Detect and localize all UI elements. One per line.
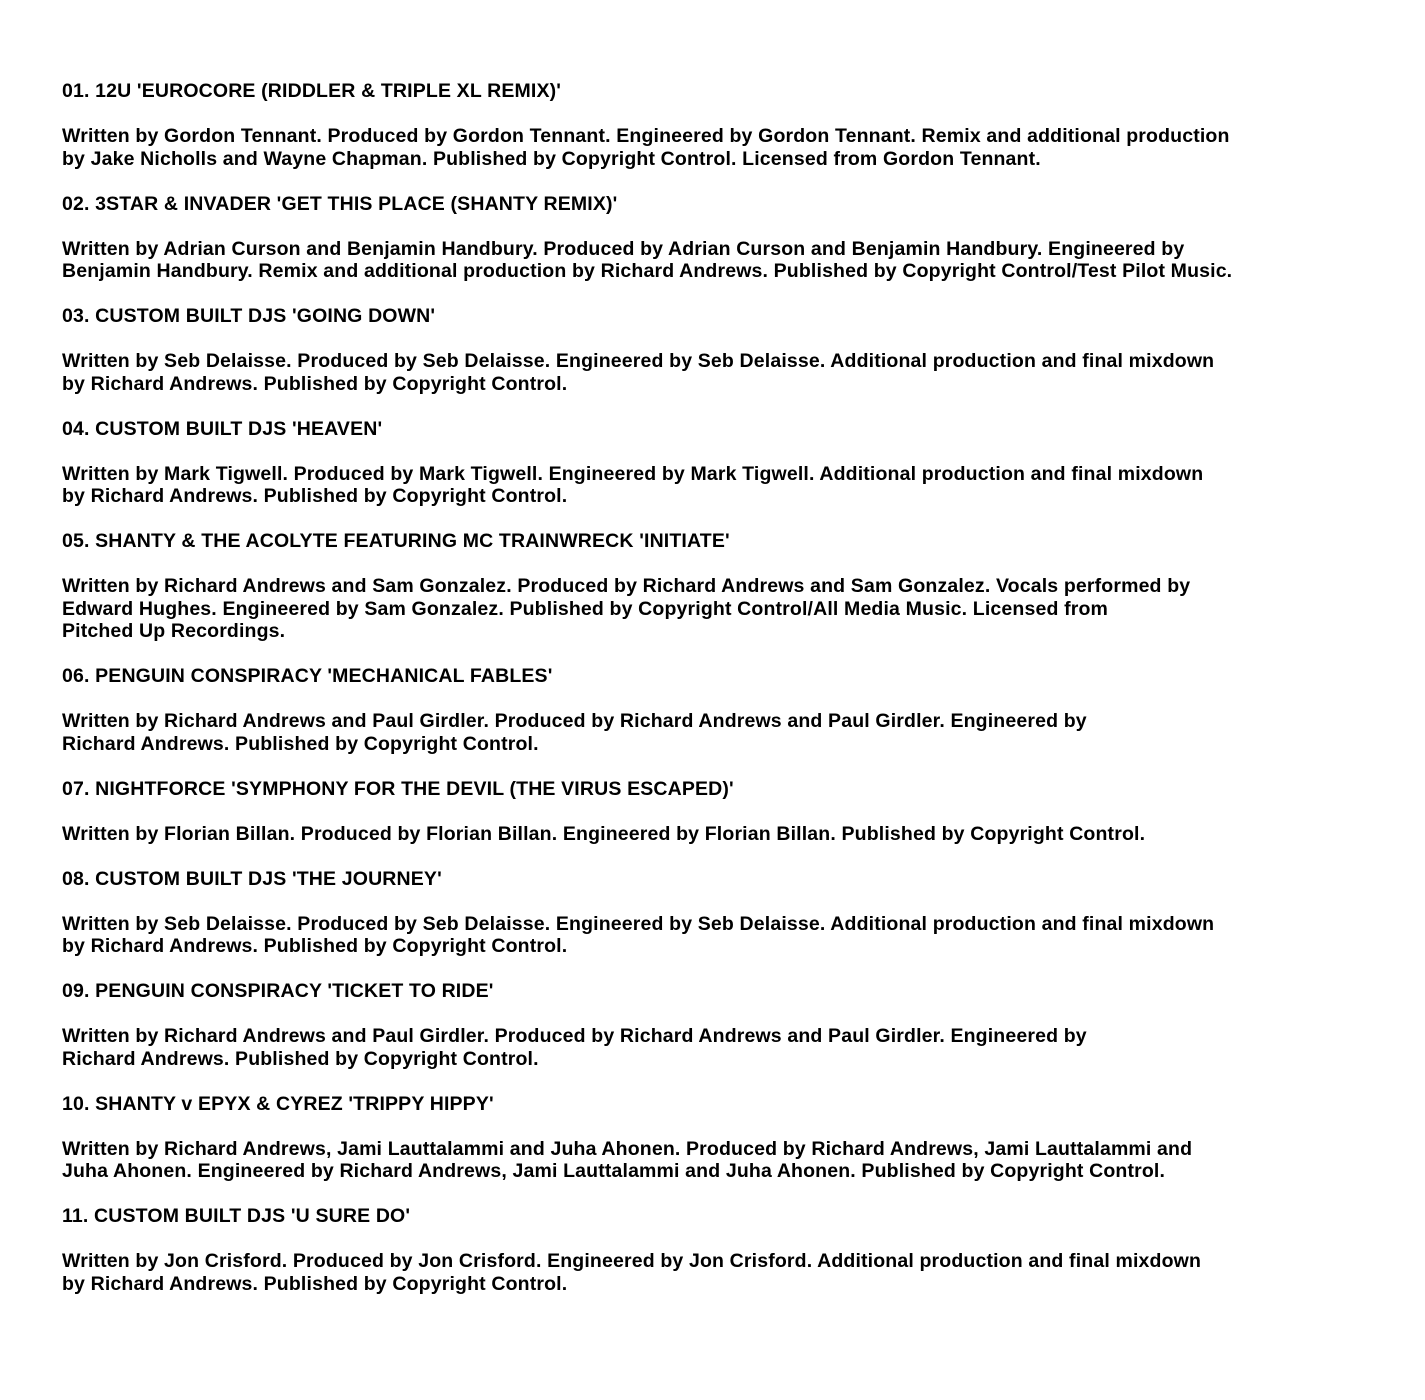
track-06: [62, 665, 1402, 755]
track-credit-text: [62, 1138, 1402, 1183]
credit-line: Written by Richard Andrews, Jami Lauttalammi and Juha Ahonen. Produced by Richard Andrews, Jami Lauttalammi and: [62, 1137, 1193, 1160]
track-credit-text: [62, 125, 1402, 170]
track-04: [62, 418, 1402, 508]
track-title: 05. SHANTY & THE ACOLYTE FEATURING MC TRAINWRECK 'INITIATE': [62, 530, 730, 552]
track-credit-text: [62, 238, 1402, 283]
credit-line: Written by Jon Crisford. Produced by Jon Crisford. Engineered by Jon Crisford. Additional production and final mixdown: [62, 1250, 1202, 1272]
track-title: 09. PENGUIN CONSPIRACY 'TICKET TO RIDE': [62, 980, 494, 1002]
credit-line: Richard Andrews. Published by Copyright Control.: [62, 732, 539, 755]
credit-line: Written by Gordon Tennant. Produced by Gordon Tennant. Engineered by Gordon Tennant. Remix and additional production: [62, 125, 1230, 147]
credit-line: Pitched Up Recordings.: [62, 620, 286, 642]
credit-line: Richard Andrews. Published by Copyright Control.: [62, 1047, 539, 1070]
credit-line: Written by Seb Delaisse. Produced by Seb Delaisse. Engineered by Seb Delaisse. Additional production and final mixdown: [62, 350, 1215, 372]
track-07: [62, 778, 1402, 846]
track-title: 10. SHANTY v EPYX & CYREZ 'TRIPPY HIPPY': [62, 1092, 494, 1115]
track-credit-text: [62, 913, 1402, 958]
track-09: [62, 980, 1402, 1070]
track-title: 06. PENGUIN CONSPIRACY 'MECHANICAL FABLES': [62, 665, 553, 687]
track-10: [62, 1093, 1402, 1183]
track-credit-text: [62, 823, 1402, 846]
track-08: [62, 868, 1402, 958]
track-title: 03. CUSTOM BUILT DJS 'GOING DOWN': [62, 305, 436, 327]
track-credit-text: [62, 1250, 1402, 1295]
track-title: 11. CUSTOM BUILT DJS 'U SURE DO': [62, 1205, 411, 1227]
track-11: [62, 1205, 1402, 1295]
track-credits-list: [62, 80, 1402, 1318]
credit-line: by Richard Andrews. Published by Copyright Control.: [62, 1272, 568, 1295]
credit-line: Written by Richard Andrews and Paul Girdler. Produced by Richard Andrews and Paul Girdler. Engineered by: [62, 1025, 1087, 1047]
credit-line: Juha Ahonen. Engineered by Richard Andrews, Jami Lauttalammi and Juha Ahonen. Published by Copyright Control.: [62, 1160, 1166, 1182]
track-05: [62, 530, 1402, 643]
credit-line: Edward Hughes. Engineered by Sam Gonzalez. Published by Copyright Control/All Media Music. Licensed from: [62, 597, 1109, 620]
track-credit-text: [62, 463, 1402, 508]
credit-line: Written by Mark Tigwell. Produced by Mark Tigwell. Engineered by Mark Tigwell. Additional production and final mixdown: [62, 462, 1204, 485]
track-credit-text: [62, 350, 1402, 395]
credit-line: Written by Adrian Curson and Benjamin Handbury. Produced by Adrian Curson and Benjamin Handbury. Engineered by: [62, 237, 1185, 260]
credit-line: Written by Richard Andrews and Sam Gonzalez. Produced by Richard Andrews and Sam Gonzalez. Vocals performed by: [62, 575, 1191, 597]
credit-line: Benjamin Handbury. Remix and additional production by Richard Andrews. Published by Copyright Control/Test Pilot Music.: [62, 260, 1233, 282]
track-02: [62, 193, 1402, 283]
track-title: 04. CUSTOM BUILT DJS 'HEAVEN': [62, 417, 383, 440]
credit-line: Written by Seb Delaisse. Produced by Seb Delaisse. Engineered by Seb Delaisse. Additional production and final mixdown: [62, 912, 1215, 935]
track-title: 07. NIGHTFORCE 'SYMPHONY FOR THE DEVIL (THE VIRUS ESCAPED)': [62, 777, 734, 800]
track-01: [62, 80, 1402, 170]
credit-line: Written by Richard Andrews and Paul Girdler. Produced by Richard Andrews and Paul Girdler. Engineered by: [62, 710, 1087, 732]
credit-line: by Richard Andrews. Published by Copyright Control.: [62, 485, 568, 507]
track-title: 02. 3STAR & INVADER 'GET THIS PLACE (SHANTY REMIX)': [62, 192, 618, 215]
track-title: 08. CUSTOM BUILT DJS 'THE JOURNEY': [62, 867, 442, 890]
credit-line: Written by Florian Billan. Produced by Florian Billan. Engineered by Florian Billan. Published by Copyright Control.: [62, 822, 1146, 845]
credit-line: by Jake Nicholls and Wayne Chapman. Published by Copyright Control. Licensed from Gordon Tennant.: [62, 147, 1041, 170]
track-credit-text: [62, 1025, 1402, 1070]
track-title: 01. 12U 'EUROCORE (RIDDLER & TRIPLE XL REMIX)': [62, 80, 562, 102]
credit-line: by Richard Andrews. Published by Copyright Control.: [62, 372, 568, 395]
credit-line: by Richard Andrews. Published by Copyright Control.: [62, 935, 568, 957]
track-credit-text: [62, 575, 1402, 643]
track-credit-text: [62, 710, 1402, 755]
track-03: [62, 305, 1402, 395]
